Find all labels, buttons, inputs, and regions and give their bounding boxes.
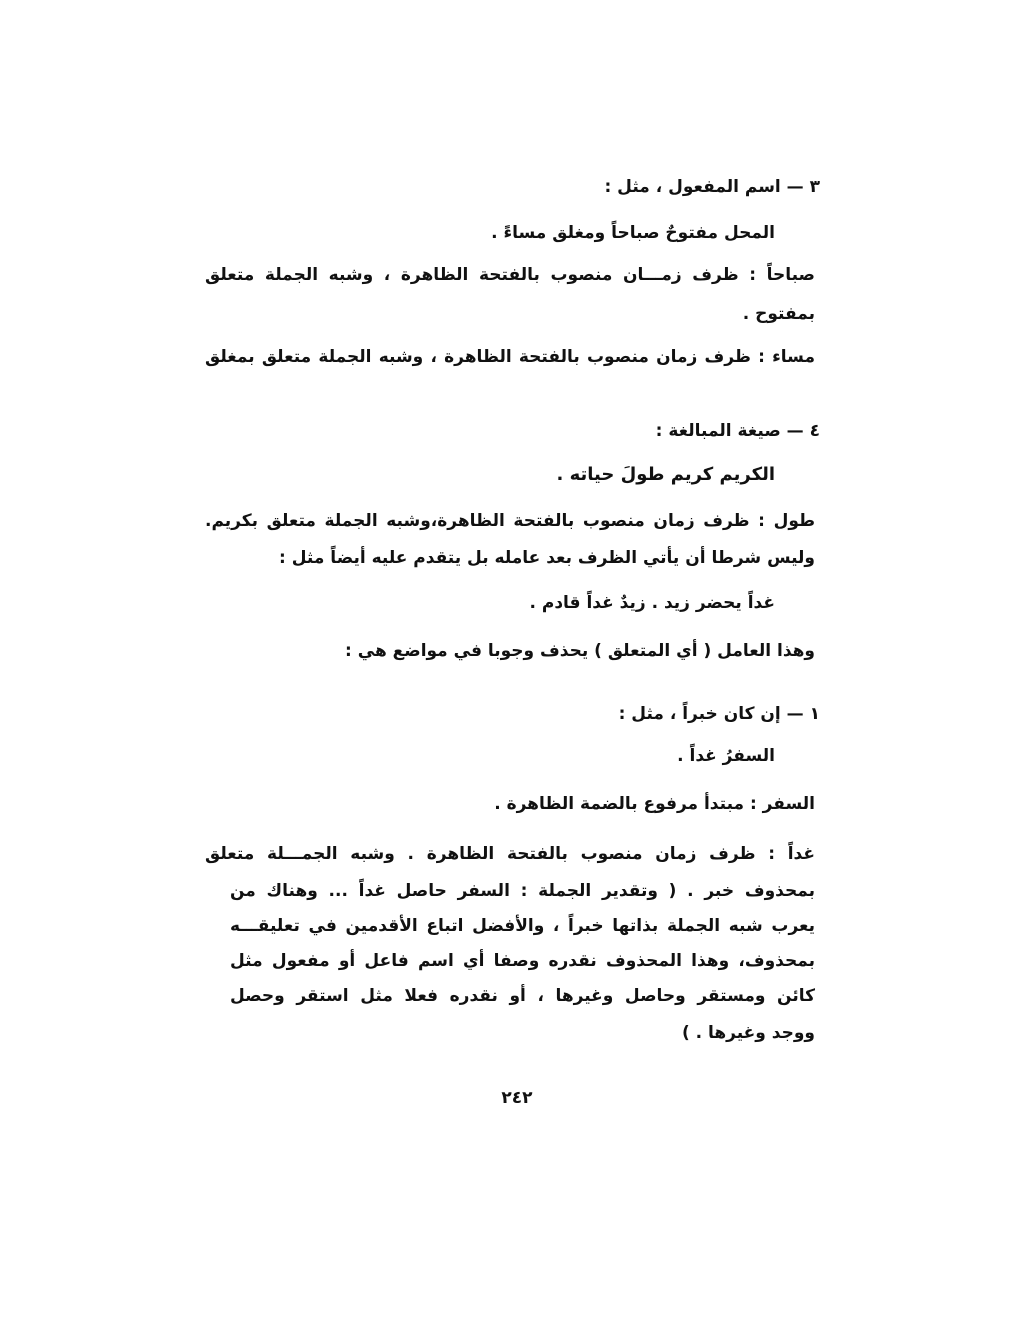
example-sentence-4: الكريم كريم طولَ حياته . — [556, 464, 775, 485]
parse-line-ghadan-2: بمحذوف خبر . ( وتقدير الجملة : السفر حاصل غداً ... وهناك من — [230, 881, 815, 901]
section-heading-1: ١ — إن كان خبراً ، مثل : — [618, 704, 820, 724]
parse-line-ghadan-6: ووجد وغيرها . ) — [681, 1023, 815, 1043]
parse-line-masaa: مساء : ظرف زمان منصوب بالفتحة الظاهرة ، وشبه الجملة متعلق بمغلق — [205, 347, 815, 367]
parse-line-ghadan-3: يعرب شبه الجملة بذاتها خبراً ، والأفضل اتباع الأقدمين في تعليقـــه — [230, 916, 815, 936]
parse-line-safar: السفر : مبتدأ مرفوع بالضمة الظاهرة . — [494, 794, 815, 814]
example-sentence-3: المحل مفتوحٌ صباحاً ومغلق مساءً . — [491, 223, 775, 243]
note-deletion-rule: وهذا العامل ( أي المتعلق ) يحذف وجوبا في مواضع هي : — [345, 641, 815, 661]
parse-line-ghadan-5: كائن ومستقر وحاصل وغيرها ، أو نقدره فعلا مثل استقر وحصل — [230, 986, 815, 1006]
section-heading-4: ٤ — صيغة المبالغة : — [655, 421, 820, 441]
parse-line-sabahan: صباحاً : ظرف زمـــان منصوب بالفتحة الظاهرة ، وشبه الجملة متعلق — [205, 265, 815, 285]
section-heading-3: ٣ — اسم المفعول ، مثل : — [604, 177, 820, 197]
parse-line-ghadan-1: غداً : ظرف زمان منصوب بالفتحة الظاهرة . وشبه الجمـــلة متعلق — [205, 844, 815, 864]
parse-line-ghadan-4: بمحذوف، وهذا المحذوف نقدره وصفا أي اسم فاعل أو مفعول مثل — [230, 951, 815, 971]
example-sentence-6: السفرُ غداً . — [677, 746, 775, 766]
parse-line-sabahan-cont: بمفتوح . — [742, 304, 815, 324]
parse-line-tawla: طول : ظرف زمان منصوب بالفتحة الظاهرة،وشبه الجملة متعلق بكريم. — [205, 511, 815, 531]
note-precede-rule: وليس شرطا أن يأتي الظرف بعد عامله بل يتقدم عليه أيضاً مثل : — [279, 548, 815, 568]
example-sentence-5: غداً يحضر زيد . زيدٌ غداً قادم . — [529, 593, 775, 613]
page-number: ٢٤٢ — [501, 1088, 533, 1108]
